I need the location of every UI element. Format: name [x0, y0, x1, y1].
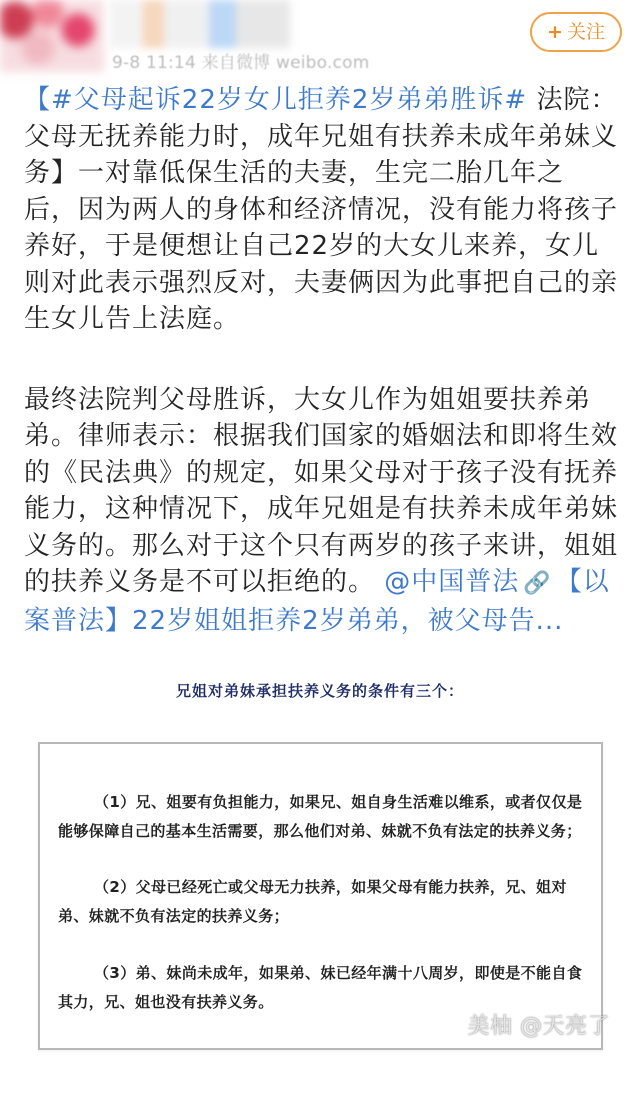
paragraph-1-text: 一对靠低保生活的夫妻，生完二胎几年之后，因为两人的身体和经济情况，没有能力将孩子养好，于是便想让自己22岁的大女儿来养，女儿则对此表示强烈反对，夫妻俩因为此事把自己的亲生女儿告上法庭。 — [24, 158, 619, 334]
blurred-avatar — [0, 0, 104, 72]
paragraph-gap — [24, 338, 618, 382]
paragraph-2-text: 最终法院判父母胜诉，大女儿作为姐姐要扶养弟弟。律师表示：根据我们国家的婚姻法和即将生效的《民法典》的规定，如果父母对于孩子没有抚养能力，这种情况下，成年兄姐是有扶养未成年弟妹义务的。那么对于这个只有两岁的孩子来讲，姐姐的扶养义务是不可以拒绝的。 — [24, 384, 619, 597]
document-item-2 — [58, 873, 588, 931]
document-image — [38, 742, 603, 1050]
follow-button-label: 关注 — [566, 21, 605, 43]
blurred-username — [110, 0, 290, 48]
watermark: 美柚 @天亮了 — [467, 1014, 610, 1039]
document-title: 兄姐对弟妹承担扶养义务的条件有三个： — [175, 682, 464, 700]
document-item-2-text: （2）父母已经死亡或父母无力扶养，如果父母有能力扶养，兄、姐对弟、妹就不负有法定的扶养义务； — [58, 878, 567, 925]
post-title-rest: 法院：父母无抚养能力时，成年兄姐有扶养未成年弟妹义务】 — [24, 85, 619, 188]
link-icon: 🔗 — [523, 571, 552, 596]
plus-icon: + — [547, 21, 563, 43]
document-item-1 — [58, 788, 588, 846]
post-body — [24, 82, 618, 639]
follow-button[interactable] — [530, 12, 622, 52]
post-header — [0, 0, 640, 78]
article-link[interactable]: 【以案普法】22岁姐姐拒养2岁弟弟，被父母告... — [24, 567, 610, 636]
topic-link[interactable]: 【#父母起诉22岁女儿拒养2岁弟弟胜诉# — [24, 85, 528, 115]
post-paragraph-2 — [24, 382, 618, 640]
post-paragraph-1 — [24, 82, 618, 338]
mention-link[interactable]: @中国普法 — [384, 567, 520, 597]
post-meta: 9-8 11:14 来自微博 weibo.com — [112, 53, 370, 73]
document-item-3-text: （3）弟、妹尚未成年，如果弟、妹已经年满十八周岁，即使是不能自食其力，兄、姐也没有扶养义务。 — [58, 964, 583, 1011]
document-item-1-text: （1）兄、姐要有负担能力，如果兄、姐自身生活难以维系，或者仅仅是能够保障自己的基本生活需要，那么他们对弟、妹就不负有法定的扶养义务； — [58, 793, 583, 840]
